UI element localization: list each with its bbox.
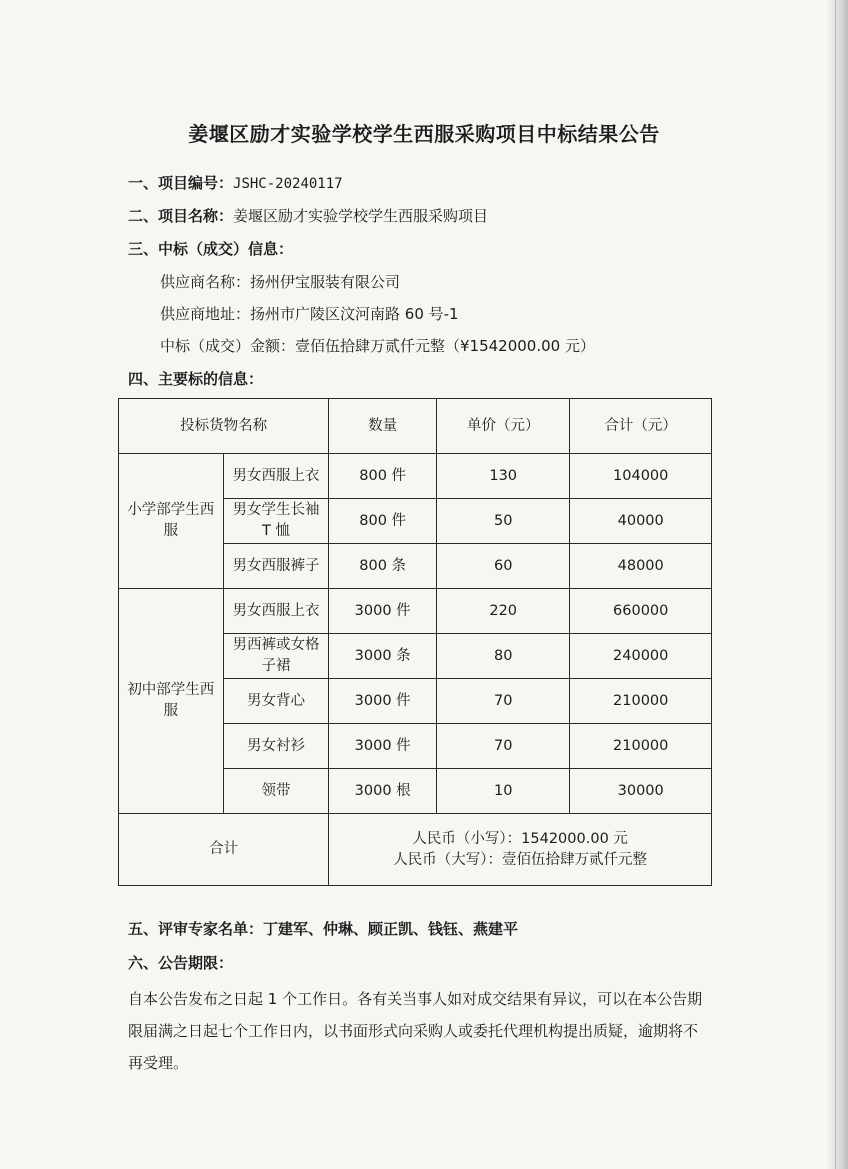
item-total: 210000 [570,724,712,769]
group-name-junior: 初中部学生西服 [119,589,224,814]
project-number-value: JSHC-20240117 [233,176,343,192]
item-qty: 800 件 [329,499,437,544]
table-row [119,454,712,499]
total-amount-upper: 人民币（大写）：壹佰伍拾肆万贰仟元整 [393,851,648,868]
header-goods-name: 投标货物名称 [119,399,329,454]
item-name: 领带 [223,769,329,814]
item-qty: 3000 条 [329,634,437,679]
item-qty: 3000 件 [329,589,437,634]
table-row [119,589,712,634]
item-price: 10 [437,769,570,814]
item-total: 30000 [570,769,712,814]
item-name: 男西裤或女格子裙 [223,634,329,679]
subject-info-heading-line [128,368,263,389]
supplier-address: 供应商地址：扬州市广陵区汶河南路 60 号-1 [160,305,459,323]
item-qty: 3000 根 [329,769,437,814]
item-price: 80 [437,634,570,679]
header-unit-price: 单价（元） [437,399,570,454]
item-price: 220 [437,589,570,634]
project-name-heading: 二、项目名称： [128,207,234,225]
project-number-heading: 一、项目编号： [128,174,234,192]
item-name: 男女西服上衣 [223,589,329,634]
group-name-primary: 小学部学生西服 [119,454,224,589]
experts-line [128,918,518,939]
project-name-value: 姜堰区励才实验学校学生西服采购项目 [233,207,489,225]
project-number-line [128,172,343,193]
award-amount: 中标（成交）金额：壹佰伍拾肆万贰仟元整（¥1542000.00 元） [160,337,595,355]
notice-period-heading: 六、公告期限： [128,954,234,972]
item-total: 104000 [570,454,712,499]
item-qty: 3000 件 [329,724,437,769]
table-total-row [119,814,712,886]
item-price: 70 [437,679,570,724]
item-price: 130 [437,454,570,499]
item-name: 男女背心 [223,679,329,724]
notice-period-body: 自本公告发布之日起 1 个工作日。各有关当事人如对成交结果有异议，可以在本公告期限届满之日起七个工作日内，以书面形式向采购人或委托代理机构提出质疑，逾期将不再受理。 [128,990,703,1072]
item-total: 240000 [570,634,712,679]
award-info-heading-line [128,238,293,259]
experts-value: 丁建军、仲琳、顾正凯、钱钰、燕建平 [263,920,519,938]
item-name: 男女西服上衣 [223,454,329,499]
experts-heading: 五、评审专家名单： [128,920,264,938]
notice-period-heading-line [128,952,233,973]
header-subtotal: 合计（元） [570,399,712,454]
item-name: 男女西服裤子 [223,544,329,589]
item-name: 男女衬衫 [223,724,329,769]
header-quantity: 数量 [329,399,437,454]
total-amount-lower: 人民币（小写）：1542000.00 元 [412,830,628,847]
item-total: 48000 [570,544,712,589]
item-price: 50 [437,499,570,544]
item-total: 40000 [570,499,712,544]
item-total: 660000 [570,589,712,634]
item-qty: 800 件 [329,454,437,499]
bid-items-table [118,398,712,886]
item-total: 210000 [570,679,712,724]
total-label: 合计 [119,814,329,886]
item-price: 60 [437,544,570,589]
subject-info-heading: 四、主要标的信息： [128,370,264,388]
item-qty: 3000 件 [329,679,437,724]
item-price: 70 [437,724,570,769]
table-header-row [119,399,712,454]
supplier-name: 供应商名称：扬州伊宝服装有限公司 [160,273,401,291]
award-info-heading: 三、中标（成交）信息： [128,240,294,258]
item-name: 男女学生长袖 T 恤 [223,499,329,544]
project-name-line [128,205,488,226]
item-qty: 800 条 [329,544,437,589]
page-edge-line [835,0,836,1169]
page-edge-shadow [826,0,848,1169]
document-title: 姜堰区励才实验学校学生西服采购项目中标结果公告 [188,122,660,146]
total-amount-cell [329,814,712,886]
